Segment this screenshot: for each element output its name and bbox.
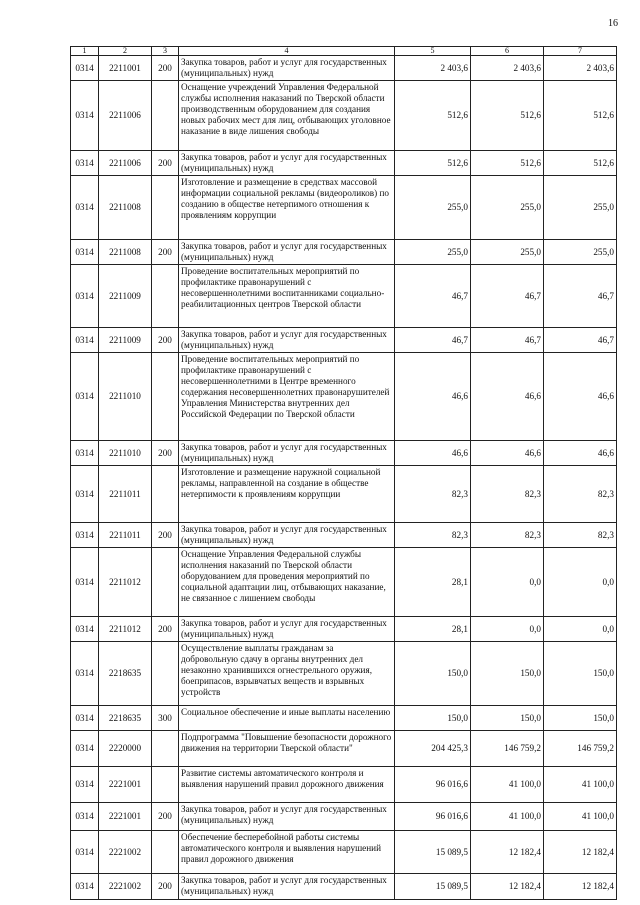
amount-col5-cell: 82,3	[395, 466, 471, 523]
amount-col6-cell: 150,0	[471, 642, 544, 706]
target-article-cell: 2218635	[99, 642, 152, 706]
item-name-cell: Закупка товаров, работ и услуг для государственных (муниципальных) нужд	[179, 151, 395, 176]
amount-col6-cell: 46,7	[471, 265, 544, 328]
amount-col5-cell: 150,0	[395, 706, 471, 731]
expense-type-cell: 200	[152, 803, 179, 831]
section-code-cell: 0314	[71, 617, 99, 642]
table-row	[71, 642, 617, 706]
amount-col6-cell: 512,6	[471, 81, 544, 151]
table-row	[71, 151, 617, 176]
amount-col7-cell: 2 403,6	[544, 56, 617, 81]
expense-type-cell	[152, 466, 179, 523]
target-article-cell: 2221002	[99, 874, 152, 900]
amount-col6-cell: 82,3	[471, 466, 544, 523]
amount-col5-cell: 255,0	[395, 240, 471, 265]
target-article-cell: 2211008	[99, 176, 152, 240]
table-row	[71, 265, 617, 328]
table-row	[71, 523, 617, 548]
section-code-cell: 0314	[71, 548, 99, 617]
item-name-cell: Закупка товаров, работ и услуг для государственных (муниципальных) нужд	[179, 441, 395, 466]
amount-col7-cell: 12 182,4	[544, 831, 617, 874]
amount-col7-cell: 46,6	[544, 441, 617, 466]
amount-col5-cell: 28,1	[395, 548, 471, 617]
header-cell-6: 6	[471, 47, 544, 56]
amount-col7-cell: 12 182,4	[544, 874, 617, 900]
amount-col5-cell: 96 016,6	[395, 767, 471, 803]
target-article-cell: 2211010	[99, 353, 152, 441]
section-code-cell: 0314	[71, 81, 99, 151]
section-code-cell: 0314	[71, 523, 99, 548]
table-row	[71, 874, 617, 900]
amount-col7-cell: 146 759,2	[544, 731, 617, 767]
amount-col6-cell: 150,0	[471, 706, 544, 731]
section-code-cell: 0314	[71, 441, 99, 466]
expense-type-cell	[152, 265, 179, 328]
item-name-cell: Обеспечение бесперебойной работы системы автоматического контроля и выявления нарушений правил дорожного движения	[179, 831, 395, 874]
amount-col5-cell: 2 403,6	[395, 56, 471, 81]
target-article-cell: 2211008	[99, 240, 152, 265]
section-code-cell: 0314	[71, 353, 99, 441]
amount-col7-cell: 255,0	[544, 240, 617, 265]
amount-col5-cell: 46,6	[395, 441, 471, 466]
amount-col6-cell: 2 403,6	[471, 56, 544, 81]
target-article-cell: 2221002	[99, 831, 152, 874]
header-cell-3: 3	[152, 47, 179, 56]
amount-col7-cell: 41 100,0	[544, 803, 617, 831]
amount-col5-cell: 204 425,3	[395, 731, 471, 767]
expense-type-cell	[152, 81, 179, 151]
table-row	[71, 81, 617, 151]
table-row	[71, 328, 617, 353]
table-row	[71, 56, 617, 81]
amount-col7-cell: 150,0	[544, 706, 617, 731]
amount-col5-cell: 512,6	[395, 81, 471, 151]
amount-col5-cell: 512,6	[395, 151, 471, 176]
header-cell-4: 4	[179, 47, 395, 56]
table-row	[71, 731, 617, 767]
header-cell-2: 2	[99, 47, 152, 56]
expense-type-cell: 200	[152, 240, 179, 265]
amount-col5-cell: 82,3	[395, 523, 471, 548]
item-name-cell: Закупка товаров, работ и услуг для государственных (муниципальных) нужд	[179, 803, 395, 831]
amount-col7-cell: 512,6	[544, 81, 617, 151]
page-number: 16	[608, 18, 618, 29]
amount-col6-cell: 12 182,4	[471, 874, 544, 900]
section-code-cell: 0314	[71, 265, 99, 328]
item-name-cell: Социальное обеспечение и иные выплаты населению	[179, 706, 395, 731]
amount-col6-cell: 46,6	[471, 353, 544, 441]
item-name-cell: Закупка товаров, работ и услуг для государственных (муниципальных) нужд	[179, 328, 395, 353]
table-row	[71, 353, 617, 441]
section-code-cell: 0314	[71, 176, 99, 240]
expense-type-cell: 300	[152, 706, 179, 731]
amount-col6-cell: 46,7	[471, 328, 544, 353]
section-code-cell: 0314	[71, 706, 99, 731]
expense-type-cell	[152, 642, 179, 706]
amount-col5-cell: 96 016,6	[395, 803, 471, 831]
expense-type-cell	[152, 176, 179, 240]
item-name-cell: Закупка товаров, работ и услуг для государственных (муниципальных) нужд	[179, 617, 395, 642]
expense-type-cell	[152, 831, 179, 874]
amount-col6-cell: 12 182,4	[471, 831, 544, 874]
item-name-cell: Проведение воспитательных мероприятий по профилактике правонарушений с несовершеннолетними воспитанниками социально-реабилитационных центров Тверской области	[179, 265, 395, 328]
header-cell-5: 5	[395, 47, 471, 56]
amount-col7-cell: 46,6	[544, 353, 617, 441]
section-code-cell: 0314	[71, 151, 99, 176]
item-name-cell: Закупка товаров, работ и услуг для государственных (муниципальных) нужд	[179, 874, 395, 900]
table-row	[71, 441, 617, 466]
target-article-cell: 2211009	[99, 328, 152, 353]
table-row	[71, 706, 617, 731]
amount-col7-cell: 0,0	[544, 548, 617, 617]
target-article-cell: 2211009	[99, 265, 152, 328]
amount-col6-cell: 82,3	[471, 523, 544, 548]
target-article-cell: 2211010	[99, 441, 152, 466]
amount-col5-cell: 46,6	[395, 353, 471, 441]
table-row	[71, 803, 617, 831]
table-row	[71, 831, 617, 874]
item-name-cell: Изготовление и размещение в средствах массовой информации социальной рекламы (видеороликов) по созданию в обществе нетерпимого отношения к проявлениям коррупции	[179, 176, 395, 240]
header-cell-1: 1	[71, 47, 99, 56]
item-name-cell: Проведение воспитательных мероприятий по профилактике правонарушений с несовершеннолетними в Центре временного содержания несовершеннолетних правонарушителей Управления Министерства внутренних дел Российской Федерации по Тверской области	[179, 353, 395, 441]
section-code-cell: 0314	[71, 466, 99, 523]
item-name-cell: Закупка товаров, работ и услуг для государственных (муниципальных) нужд	[179, 240, 395, 265]
amount-col7-cell: 46,7	[544, 328, 617, 353]
amount-col5-cell: 15 089,5	[395, 831, 471, 874]
expense-type-cell: 200	[152, 441, 179, 466]
amount-col6-cell: 255,0	[471, 240, 544, 265]
target-article-cell: 2211006	[99, 151, 152, 176]
amount-col7-cell: 255,0	[544, 176, 617, 240]
section-code-cell: 0314	[71, 767, 99, 803]
section-code-cell: 0314	[71, 831, 99, 874]
target-article-cell: 2220000	[99, 731, 152, 767]
table-row	[71, 466, 617, 523]
expense-type-cell	[152, 548, 179, 617]
target-article-cell: 2211011	[99, 523, 152, 548]
item-name-cell: Подпрограмма "Повышение безопасности дорожного движения на территории Тверской области"	[179, 731, 395, 767]
amount-col7-cell: 512,6	[544, 151, 617, 176]
item-name-cell: Изготовление и размещение наружной социальной рекламы, направленной на создание в обществе нетерпимости к проявлениям коррупции	[179, 466, 395, 523]
amount-col6-cell: 41 100,0	[471, 803, 544, 831]
target-article-cell: 2221001	[99, 803, 152, 831]
target-article-cell: 2211012	[99, 548, 152, 617]
amount-col6-cell: 0,0	[471, 548, 544, 617]
section-code-cell: 0314	[71, 642, 99, 706]
budget-table	[70, 46, 617, 900]
item-name-cell: Осуществление выплаты гражданам за добровольную сдачу в органы внутренних дел незаконно хранившихся огнестрельного оружия, боеприпасов, взрывчатых веществ и взрывных устройств	[179, 642, 395, 706]
item-name-cell: Закупка товаров, работ и услуг для государственных (муниципальных) нужд	[179, 56, 395, 81]
expense-type-cell	[152, 767, 179, 803]
section-code-cell: 0314	[71, 56, 99, 81]
amount-col7-cell: 150,0	[544, 642, 617, 706]
target-article-cell: 2211011	[99, 466, 152, 523]
amount-col5-cell: 150,0	[395, 642, 471, 706]
table-row	[71, 767, 617, 803]
target-article-cell: 2218635	[99, 706, 152, 731]
amount-col6-cell: 146 759,2	[471, 731, 544, 767]
amount-col7-cell: 41 100,0	[544, 767, 617, 803]
expense-type-cell	[152, 353, 179, 441]
expense-type-cell: 200	[152, 874, 179, 900]
item-name-cell: Закупка товаров, работ и услуг для государственных (муниципальных) нужд	[179, 523, 395, 548]
item-name-cell: Развитие системы автоматического контроля и выявления нарушений правил дорожного движения	[179, 767, 395, 803]
target-article-cell: 2221001	[99, 767, 152, 803]
target-article-cell: 2211012	[99, 617, 152, 642]
table-row	[71, 617, 617, 642]
target-article-cell: 2211006	[99, 81, 152, 151]
amount-col5-cell: 28,1	[395, 617, 471, 642]
expense-type-cell: 200	[152, 617, 179, 642]
section-code-cell: 0314	[71, 803, 99, 831]
header-row	[71, 47, 617, 56]
expense-type-cell: 200	[152, 151, 179, 176]
table-row	[71, 548, 617, 617]
amount-col5-cell: 255,0	[395, 176, 471, 240]
table-row	[71, 176, 617, 240]
header-cell-7: 7	[544, 47, 617, 56]
amount-col6-cell: 0,0	[471, 617, 544, 642]
section-code-cell: 0314	[71, 328, 99, 353]
amount-col6-cell: 512,6	[471, 151, 544, 176]
amount-col7-cell: 0,0	[544, 617, 617, 642]
amount-col6-cell: 46,6	[471, 441, 544, 466]
amount-col7-cell: 82,3	[544, 466, 617, 523]
section-code-cell: 0314	[71, 874, 99, 900]
amount-col7-cell: 82,3	[544, 523, 617, 548]
amount-col6-cell: 41 100,0	[471, 767, 544, 803]
amount-col7-cell: 46,7	[544, 265, 617, 328]
expense-type-cell: 200	[152, 523, 179, 548]
item-name-cell: Оснащение Управления Федеральной службы исполнения наказаний по Тверской области оборудованием для проведения мероприятий по социальной адаптации лиц, отбывающих наказание, не связанное с лишением свободы	[179, 548, 395, 617]
expense-type-cell: 200	[152, 328, 179, 353]
amount-col5-cell: 46,7	[395, 265, 471, 328]
expense-type-cell	[152, 731, 179, 767]
section-code-cell: 0314	[71, 240, 99, 265]
section-code-cell: 0314	[71, 731, 99, 767]
amount-col6-cell: 255,0	[471, 176, 544, 240]
amount-col5-cell: 15 089,5	[395, 874, 471, 900]
amount-col5-cell: 46,7	[395, 328, 471, 353]
table-row	[71, 240, 617, 265]
expense-type-cell: 200	[152, 56, 179, 81]
item-name-cell: Оснащение учреждений Управления Федеральной службы исполнения наказаний по Тверской области производственным оборудованием для создания новых рабочих мест для лиц, отбывающих уголовное наказание в виде лишения свободы	[179, 81, 395, 151]
target-article-cell: 2211001	[99, 56, 152, 81]
